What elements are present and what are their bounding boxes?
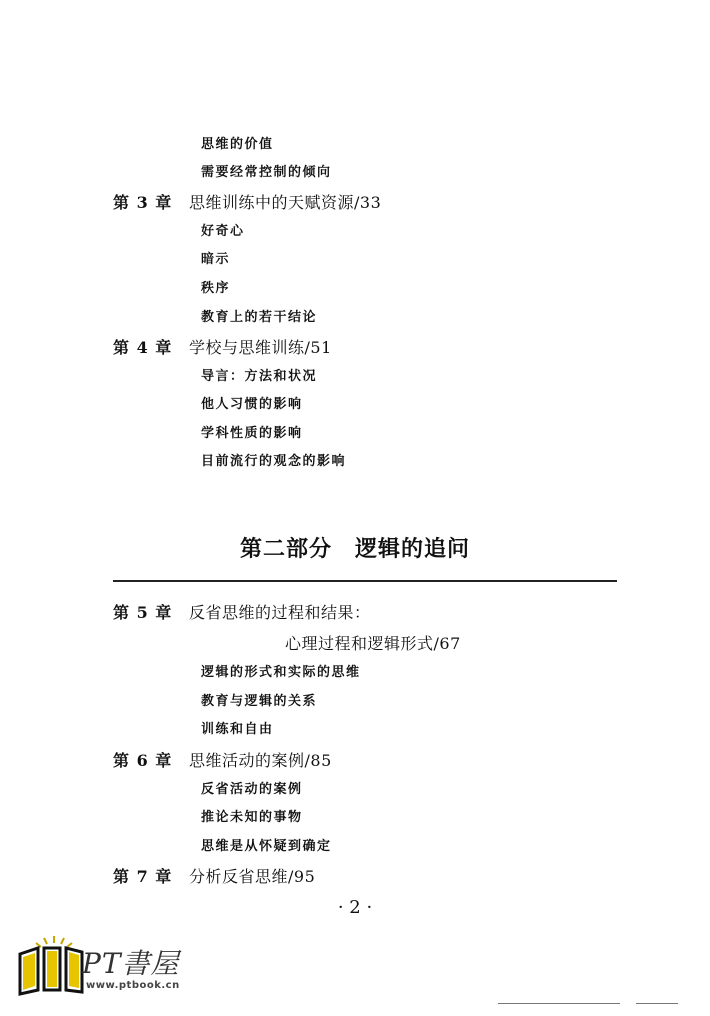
toc-section: 逻辑的形式和实际的思维 xyxy=(201,665,361,680)
chapter-number: 第 3 章 xyxy=(113,193,173,212)
toc-chapter-3 xyxy=(113,193,381,213)
toc-chapter-7 xyxy=(113,867,315,887)
toc-section: 教育与逻辑的关系 xyxy=(201,694,318,709)
toc-section: 好奇心 xyxy=(201,224,245,239)
toc-section: 学科性质的影响 xyxy=(201,426,303,441)
toc-section: 暗示 xyxy=(201,252,231,267)
toc-chapter-5 xyxy=(113,603,371,623)
toc-section: 反省活动的案例 xyxy=(201,782,303,797)
chapter-number: 第 5 章 xyxy=(113,603,173,622)
page-number: · 2 · xyxy=(337,897,373,918)
chapter-number: 第 4 章 xyxy=(113,338,173,357)
part-divider xyxy=(113,580,617,582)
toc-section: 目前流行的观念的影响 xyxy=(201,454,347,469)
chapter-title: 学校与思维训练/51 xyxy=(189,338,332,357)
toc-section: 需要经常控制的倾向 xyxy=(201,165,332,180)
chapter-title: 思维训练中的天赋资源/33 xyxy=(189,193,382,212)
chapter-title-continuation: 心理过程和逻辑形式/67 xyxy=(285,634,461,653)
toc-section: 教育上的若干结论 xyxy=(201,310,318,325)
toc-section: 导言：方法和状况 xyxy=(201,369,318,384)
toc-section: 秩序 xyxy=(201,281,231,296)
part-title: 第二部分 逻辑的追问 xyxy=(239,536,470,562)
chapter-number: 第 7 章 xyxy=(113,867,173,886)
scan-artifact-line xyxy=(498,1003,620,1004)
logo-url: www.ptbook.cn xyxy=(86,980,180,991)
chapter-title: 思维活动的案例/85 xyxy=(189,751,332,770)
toc-section: 他人习惯的影响 xyxy=(201,397,303,412)
chapter-number: 第 6 章 xyxy=(113,751,173,770)
toc-section: 训练和自由 xyxy=(201,722,274,737)
toc-chapter-4 xyxy=(113,338,332,358)
toc-chapter-6 xyxy=(113,751,332,771)
scan-artifact-line xyxy=(636,1003,678,1004)
toc-section: 推论未知的事物 xyxy=(201,810,303,825)
toc-section: 思维的价值 xyxy=(201,137,274,152)
chapter-title: 分析反省思维/95 xyxy=(189,867,316,886)
chapter-title: 反省思维的过程和结果： xyxy=(189,603,371,622)
toc-section: 思维是从怀疑到确定 xyxy=(201,839,332,854)
logo-wordmark: PT書屋 xyxy=(82,947,180,980)
